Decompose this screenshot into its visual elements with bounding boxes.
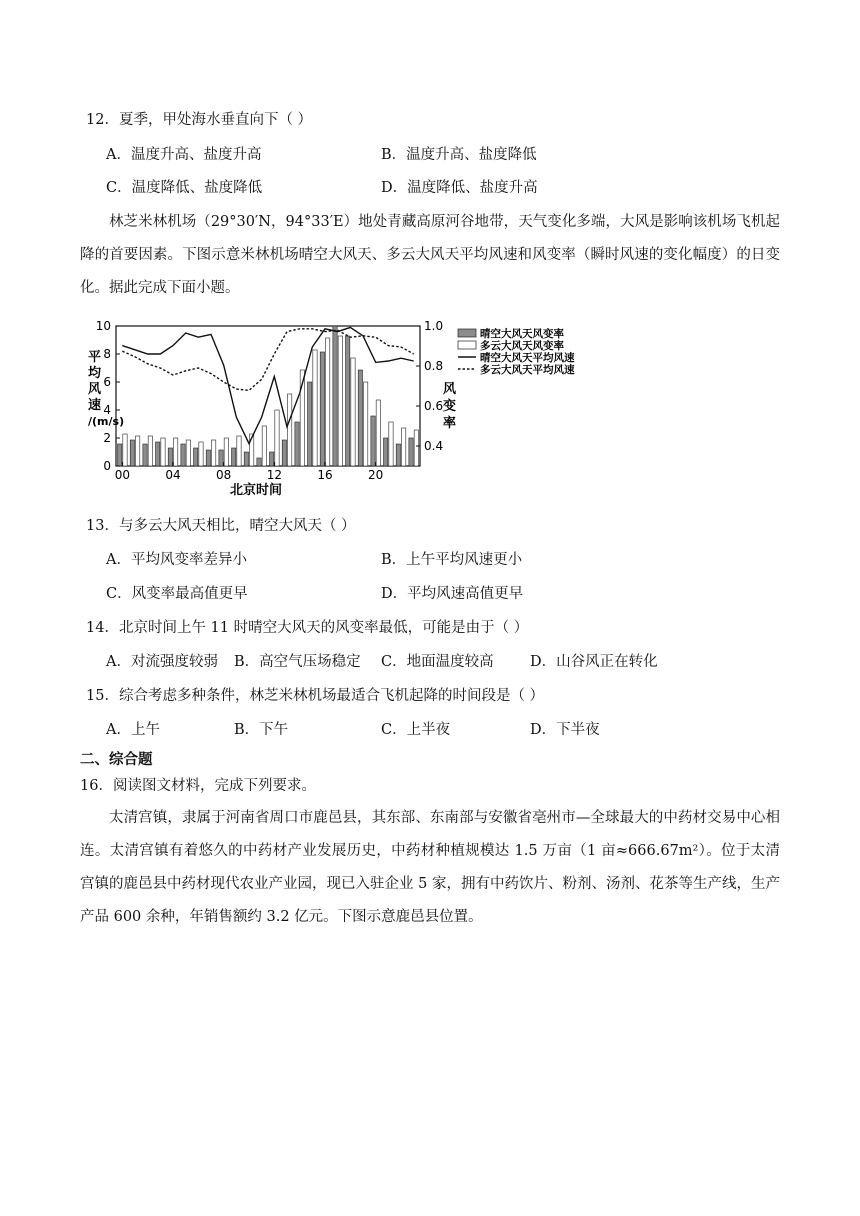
material-text: 林芝米林机场（29°30′N，94°33′E）地处青藏高原河谷地带，天气变化多端，大风是影响该机场飞机起降的首要因素。下图示意米林机场晴空大风天、多云大风天平均风速和风变率（瞬时风速的变化幅度）的日变化。据此完成下面小题。 [80,214,780,296]
bar-clear-variability [118,444,122,466]
y-left-tick-label: 10 [95,319,111,333]
q13-option-d[interactable]: D．平均风速高值更早 [381,586,524,602]
bar-cloudy-variability [262,426,266,466]
bar-clear-variability [232,448,236,466]
y-axis-label-left: 平均风速/(m/s) [88,350,125,428]
bar-clear-variability [156,442,160,466]
y-left-tick-label: 0 [103,459,111,473]
bar-clear-variability [384,438,388,466]
bar-clear-variability [194,448,198,466]
bar-cloudy-variability [313,350,317,466]
x-tick-label: 20 [368,468,384,482]
bar-cloudy-variability [161,438,165,466]
y-axis-label-right: 风变率 [443,382,457,431]
bar-cloudy-variability [389,422,393,466]
legend-swatch [458,329,476,337]
x-tick-label: 04 [165,468,181,482]
bar-clear-variability [270,452,274,466]
bar-clear-variability [320,352,324,466]
y-left-tick-label: 4 [103,403,111,417]
q16-stem: 16．阅读图文材料，完成下列要求。 [80,778,316,794]
chart-legend [458,327,575,376]
bar-cloudy-variability [224,438,228,466]
chart-lines [122,327,413,443]
bar-cloudy-variability [414,430,418,466]
wind-chart [80,313,610,501]
bar-clear-variability [168,448,172,466]
x-tick-label: 16 [317,468,333,482]
section-title: 二、综合题 [80,752,153,768]
bar-clear-variability [257,458,261,466]
bar-clear-variability [346,336,350,466]
bar-cloudy-variability [136,436,140,466]
q13-option-c[interactable]: C．风变率最高值更早 [106,586,248,602]
bar-clear-variability [181,444,185,466]
bar-clear-variability [308,382,312,466]
q15-option-b[interactable]: B．下午 [234,722,289,738]
bar-clear-variability [409,438,413,466]
y-left-tick-label: 6 [103,375,111,389]
bar-clear-variability [282,440,286,466]
line-cloudy-wind-speed [122,329,413,391]
bar-clear-variability [358,370,362,466]
bar-clear-variability [396,444,400,466]
q15-option-c[interactable]: C．上半夜 [381,722,451,738]
legend-label: 晴空大风天风变率 [480,328,564,340]
q14-option-c[interactable]: C．地面温度较高 [381,654,494,670]
q14-option-d[interactable]: D．山谷风正在转化 [530,654,658,670]
bar-cloudy-variability [338,336,342,466]
legend-label: 多云大风天风变率 [480,340,564,352]
y-right-tick-label: 0.8 [424,359,444,373]
x-tick-label: 08 [216,468,232,482]
q16-material [80,802,780,934]
bar-clear-variability [219,450,223,466]
y-right-tick-label: 0.6 [424,399,444,413]
q13-option-a[interactable]: A．平均风变率差异小 [106,552,247,568]
q15-stem: 15．综合考虑多种条件，林芝米林机场最适合飞机起降的时间段是（ ） [86,688,545,704]
bar-cloudy-variability [237,436,241,466]
bar-clear-variability [130,440,134,466]
x-tick-label: 00 [114,468,130,482]
bar-cloudy-variability [288,394,292,466]
bar-clear-variability [371,416,375,466]
bar-cloudy-variability [148,436,152,466]
material-paragraph [80,206,780,305]
x-tick-label: 12 [266,468,282,482]
bar-cloudy-variability [326,338,330,466]
q14-stem: 14．北京时间上午 11 时晴空大风天的风变率最低，可能是由于（ ） [86,620,529,636]
q12-option-d[interactable]: D．温度降低、盐度升高 [381,180,538,196]
legend-swatch [458,341,476,349]
x-axis-label: 北京时间 [229,483,283,498]
q13-stem: 13．与多云大风天相比，晴空大风天（ ） [86,518,356,534]
legend-label: 晴空大风天平均风速 [480,352,575,364]
y-right-tick-label: 0.4 [424,439,444,453]
bar-cloudy-variability [212,440,216,466]
bar-clear-variability [206,450,210,466]
bar-cloudy-variability [364,382,368,466]
q12-stem: 12．夏季，甲处海水垂直向下（ ） [86,112,313,128]
bar-clear-variability [143,444,147,466]
bar-cloudy-variability [376,400,380,466]
bar-cloudy-variability [123,434,127,466]
y-right-tick-label: 1.0 [424,319,444,333]
bar-clear-variability [333,326,337,466]
q15-option-d[interactable]: D．下半夜 [530,722,600,738]
bar-clear-variability [244,452,248,466]
y-left-tick-label: 8 [103,347,111,361]
q14-option-a[interactable]: A．对流强度较弱 [106,654,218,670]
legend-label: 多云大风天平均风速 [480,364,575,376]
bar-cloudy-variability [199,442,203,466]
q12-option-a[interactable]: A．温度升高、盐度升高 [106,147,262,163]
bar-cloudy-variability [275,410,279,466]
line-clear-wind-speed [122,327,413,443]
q12-option-b[interactable]: B．温度升高、盐度降低 [381,147,537,163]
q15-option-a[interactable]: A．上午 [106,722,160,738]
bar-cloudy-variability [402,428,406,466]
q13-option-b[interactable]: B．上午平均风速更小 [381,552,523,568]
bar-clear-variability [295,422,299,466]
q16-material-text: 太清宫镇，隶属于河南省周口市鹿邑县，其东部、东南部与安徽省亳州市—全球最大的中药材交易中心相连。太清宫镇有着悠久的中药材产业发展历史，中药材种植规模达 1.5 万亩（1 亩≈666.67m²）。位于太清宫镇的鹿邑县中药材现代农业产业园，现已入驻企业 5 家，拥有中药饮片、粉剂、汤剂、花茶等生产线，生产产品 600 余种，年销售额约 3.2 亿元。下图示意鹿邑县位置。 [80,810,780,925]
bar-cloudy-variability [174,438,178,466]
q12-option-c[interactable]: C．温度降低、盐度降低 [106,180,263,196]
q14-option-b[interactable]: B．高空气压场稳定 [234,654,361,670]
bar-cloudy-variability [351,358,355,466]
y-left-tick-label: 2 [103,431,111,445]
bar-cloudy-variability [186,440,190,466]
